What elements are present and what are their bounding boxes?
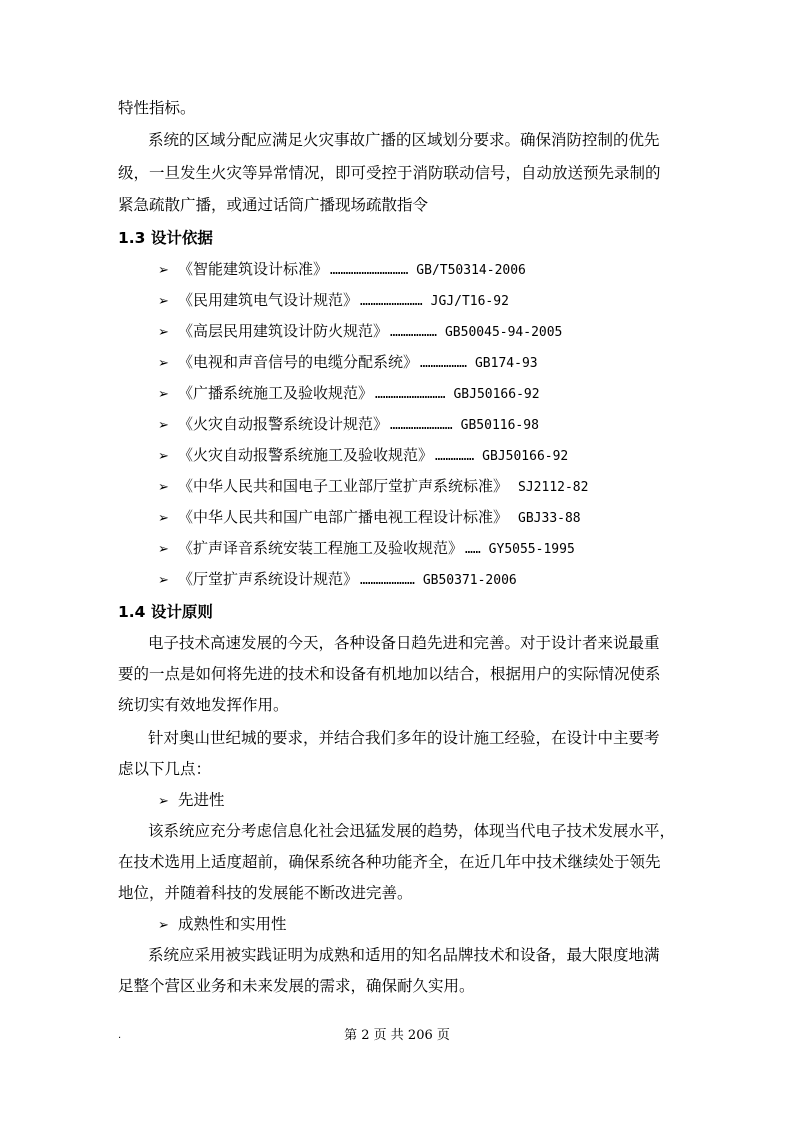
text-line: 该系统应充分考虑信息化社会迅猛发展的趋势，体现当代电子技术发展水平， (148, 822, 676, 840)
reference-title: 《智能建筑设计标准》 (178, 260, 329, 278)
arrow-bullet-icon: ➢ (158, 480, 169, 495)
section-heading: 1.3 设计依据 (118, 229, 213, 247)
reference-code: GB50045-94-2005 (444, 325, 563, 340)
reference-leader-dots: …… (465, 542, 481, 557)
reference-code: GB174-93 (474, 356, 538, 371)
text-line: 电子技术高速发展的今天，各种设备日趋先进和完善。对于设计者来说最重 (148, 634, 660, 652)
reference-item (158, 290, 509, 312)
reference-title: 《厅堂扩声系统设计规范》 (178, 570, 359, 588)
reference-leader-dots: ………………… (360, 573, 415, 588)
text-line: 系统的区域分配应满足火灾事故广播的区域划分要求。确保消防控制的优先 (148, 131, 660, 149)
bullet-item (158, 790, 225, 812)
reference-item (158, 569, 517, 591)
reference-item (158, 414, 539, 436)
reference-code: GY5055-1995 (488, 542, 575, 557)
bullet-label: 先进性 (178, 791, 225, 809)
reference-title: 《扩声译音系统安装工程施工及验收规范》 (178, 539, 464, 557)
reference-title: 《中华人民共和国电子工业部厅堂扩声系统标准》 (178, 477, 509, 495)
arrow-bullet-icon: ➢ (158, 418, 169, 433)
reference-leader-dots: ……………… (390, 325, 437, 340)
arrow-bullet-icon: ➢ (158, 542, 169, 557)
reference-title: 《火灾自动报警系统设计规范》 (178, 415, 389, 433)
text-line: 要的一点是如何将先进的技术和设备有机地加以结合，根据用户的实际情况使系 (118, 665, 661, 683)
text-line: 地位，并随着科技的发展能不断改进完善。 (118, 884, 413, 902)
reference-leader-dots: …………………… (360, 294, 423, 309)
bullet-item (158, 914, 287, 936)
reference-code: GB50371-2006 (422, 573, 517, 588)
bullet-label: 成熟性和实用性 (178, 915, 287, 933)
reference-title: 《中华人民共和国广电部广播电视工程设计标准》 (178, 508, 509, 526)
arrow-bullet-icon: ➢ (158, 573, 169, 588)
arrow-bullet-icon: ➢ (158, 356, 169, 371)
reference-code: GBJ50166-92 (482, 449, 569, 464)
text-line: 级，一旦发生火灾等异常情况，即可受控于消防联动信号，自动放送预先录制的 (118, 164, 661, 182)
arrow-bullet-icon: ➢ (158, 294, 169, 309)
reference-item (158, 476, 588, 498)
text-line: 紧急疏散广播，或通过话筒广播现场疏散指令 (118, 196, 429, 214)
reference-title: 《火灾自动报警系统施工及验收规范》 (178, 446, 434, 464)
text-line: 系统应采用被实践证明为成熟和适用的知名品牌技术和设备，最大限度地满 (148, 946, 660, 964)
arrow-bullet-icon: ➢ (158, 449, 169, 464)
reference-item (158, 383, 540, 405)
reference-item (158, 321, 562, 343)
arrow-bullet-icon: ➢ (158, 794, 169, 809)
arrow-bullet-icon: ➢ (158, 263, 169, 278)
reference-leader-dots: ……………… (420, 356, 467, 371)
text-line: 足整个营区业务和未来发展的需求，确保耐久实用。 (118, 977, 475, 995)
footer-dot: . (118, 1030, 122, 1041)
reference-code: GB/T50314-2006 (416, 263, 526, 278)
reference-leader-dots: …………… (435, 449, 475, 464)
text-line: 在技术选用上适度超前，确保系统各种功能齐全，在近几年中技术继续处于领先 (118, 853, 661, 871)
reference-code: SJ2112-82 (518, 480, 589, 495)
reference-item (158, 352, 538, 374)
reference-code: GBJ33-88 (518, 511, 581, 526)
reference-title: 《民用建筑电气设计规范》 (178, 291, 359, 309)
reference-item (158, 538, 575, 560)
section-heading: 1.4 设计原则 (118, 603, 213, 621)
reference-title: 《高层民用建筑设计防火规范》 (178, 322, 389, 340)
reference-leader-dots: …………………… (390, 418, 453, 433)
reference-code: GBJ50166-92 (453, 387, 540, 402)
text-line: 统切实有效地发挥作用。 (118, 696, 289, 714)
text-line: 特性指标。 (118, 99, 196, 117)
arrow-bullet-icon: ➢ (158, 918, 169, 933)
page-footer: 第 2 页 共 206 页 (344, 1028, 450, 1043)
reference-title: 《电视和声音信号的电缆分配系统》 (178, 353, 419, 371)
text-line: 虑以下几点： (118, 760, 212, 778)
arrow-bullet-icon: ➢ (158, 325, 169, 340)
arrow-bullet-icon: ➢ (158, 511, 169, 526)
reference-item (158, 507, 581, 529)
reference-code: GB50116-98 (460, 418, 539, 433)
reference-code: JGJ/T16-92 (430, 294, 509, 309)
reference-item (158, 259, 526, 281)
reference-item (158, 445, 568, 467)
reference-leader-dots: ………………………… (330, 263, 409, 278)
arrow-bullet-icon: ➢ (158, 387, 169, 402)
text-line: 针对奥山世纪城的要求，并结合我们多年的设计施工经验，在设计中主要考 (148, 729, 660, 747)
reference-title: 《广播系统施工及验收规范》 (178, 384, 374, 402)
reference-leader-dots: ……………………… (375, 387, 446, 402)
